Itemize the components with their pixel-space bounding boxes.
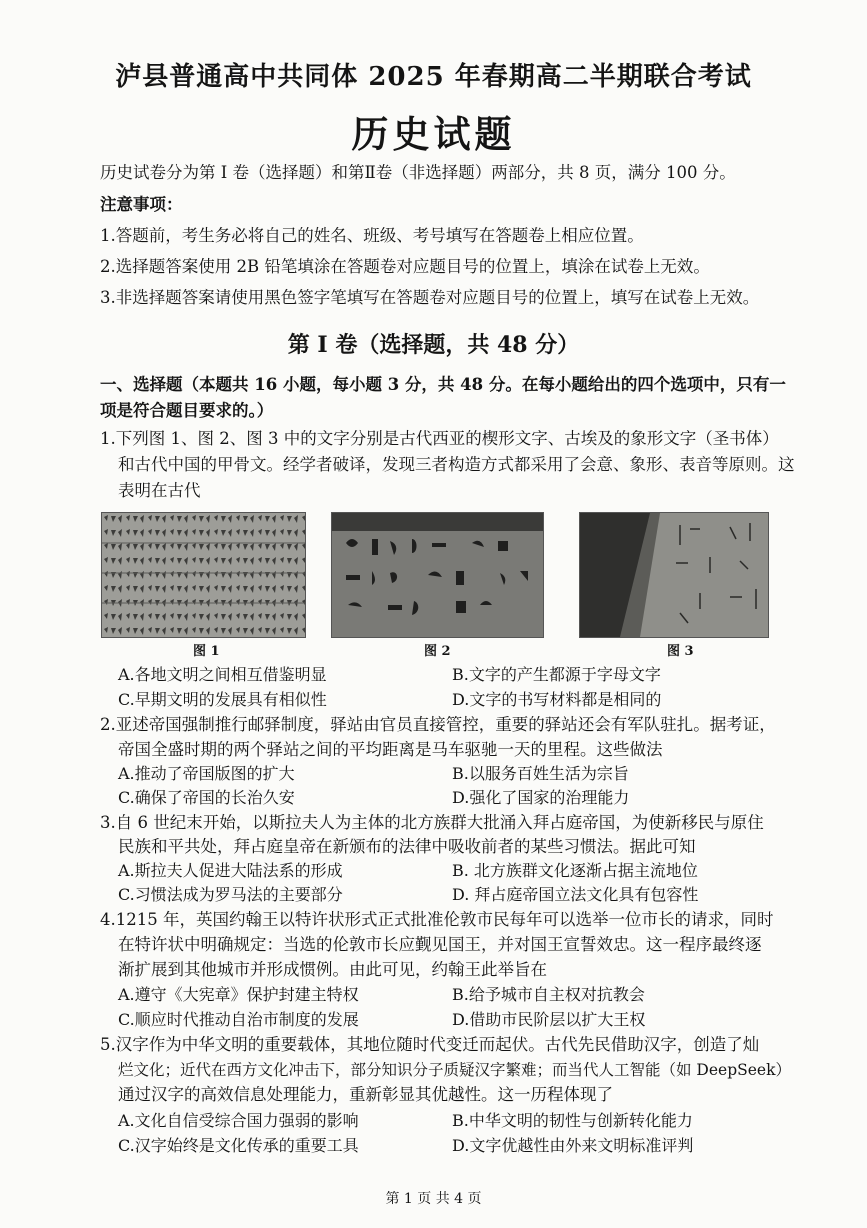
question-stem: 4.1215 年，英国约翰王以特许状形式正式批准伦敦市民每年可以选举一位市长的请求，同时 (100, 910, 774, 929)
note-item: 1.答题前，考生务必将自己的姓名、班级、考号填写在答题卷上相应位置。 (100, 226, 644, 245)
option-b: B.给予城市自主权对抗教会 (452, 985, 645, 1004)
option-a: A.各地文明之间相互借鉴明显 (118, 665, 327, 684)
question-stem: 烂文化；近代在西方文化冲击下，部分知识分子质疑汉字繁难；而当代人工智能（如 DeepSeek） (118, 1061, 791, 1079)
question-stem: 帝国全盛时期的两个驿站之间的平均距离是马车驱驰一天的里程。这些做法 (118, 740, 663, 759)
option-b: B.以服务百姓生活为宗旨 (452, 764, 629, 783)
cuneiform-tablet-image (101, 512, 306, 638)
section-instruction: 一、选择题（本题共 16 小题，每小题 3 分，共 48 分。在每小题给出的四个选项中，只有一 (100, 375, 786, 394)
option-c: C.确保了帝国的长治久安 (118, 788, 295, 807)
hieroglyph-stone-image (331, 512, 544, 638)
oracle-bone-image (579, 512, 769, 638)
option-c: C.早期文明的发展具有相似性 (118, 690, 327, 709)
option-c: C.汉字始终是文化传承的重要工具 (118, 1136, 359, 1155)
option-a: A.遵守《大宪章》保护封建主特权 (118, 985, 359, 1004)
option-d: D.强化了国家的治理能力 (452, 788, 630, 807)
option-d: D.借助市民阶层以扩大王权 (452, 1010, 646, 1029)
option-a: A.推动了帝国版图的扩大 (118, 764, 295, 783)
section-title: 第 I 卷（选择题，共 48 分） (287, 332, 580, 358)
question-stem: 表明在古代 (118, 481, 201, 500)
option-c: C.顺应时代推动自治市制度的发展 (118, 1010, 359, 1029)
page-footer: 第 1 页 共 4 页 (385, 1191, 482, 1207)
question-stem: 3.自 6 世纪末开始，以斯拉夫人为主体的北方族群大批涌入拜占庭帝国，为使新移民与原住 (100, 813, 764, 832)
option-d: D.文字优越性由外来文明标准评判 (452, 1136, 694, 1155)
note-item: 3.非选择题答案请使用黑色签字笔填写在答题卷对应题目号的位置上，填写在试卷上无效。 (100, 288, 760, 307)
option-b: B.文字的产生都源于字母文字 (452, 665, 661, 684)
exam-title: 泸县普通高中共同体 2025 年春期高二半期联合考试 (115, 62, 752, 92)
question-stem: 1.下列图 1、图 2、图 3 中的文字分别是古代西亚的楔形文字、古埃及的象形文字（圣书体） (100, 429, 779, 448)
option-d: D. 拜占庭帝国立法文化具有包容性 (452, 885, 699, 904)
exam-description: 历史试卷分为第 I 卷（选择题）和第Ⅱ卷（非选择题）两部分，共 8 页，满分 100 分。 (100, 163, 736, 182)
question-stem: 和古代中国的甲骨文。经学者破译，发现三者构造方式都采用了会意、象形、表音等原则。这 (118, 455, 795, 474)
figure-label: 图 2 (424, 644, 451, 659)
figure-label: 图 3 (667, 644, 694, 659)
option-a: A.文化自信受综合国力强弱的影响 (118, 1111, 359, 1130)
note-item: 2.选择题答案使用 2B 铅笔填涂在答题卷对应题目号的位置上，填涂在试卷上无效。 (100, 257, 710, 276)
question-stem: 5.汉字作为中华文明的重要载体，其地位随时代变迁而起伏。古代先民借助汉字，创造了灿 (100, 1035, 760, 1054)
section-instruction: 项是符合题目要求的。） (100, 401, 274, 420)
question-stem: 在特许状中明确规定：当选的伦敦市长应觐见国王，并对国王宣誓效忠。这一程序最终逐 (118, 935, 762, 954)
notes-title: 注意事项： (100, 195, 183, 214)
option-c: C.习惯法成为罗马法的主要部分 (118, 885, 343, 904)
option-b: B.中华文明的韧性与创新转化能力 (452, 1111, 693, 1130)
question-stem: 通过汉字的高效信息处理能力，重新彰显其优越性。这一历程体现了 (118, 1085, 613, 1104)
question-stem: 渐扩展到其他城市并形成惯例。由此可见，约翰王此举旨在 (118, 960, 547, 979)
question-stem: 2.亚述帝国强制推行邮驿制度，驿站由官员直接管控，重要的驿站还会有军队驻扎。据考证， (100, 715, 776, 734)
question-stem: 民族和平共处，拜占庭皇帝在新颁布的法律中吸收前者的某些习惯法。据此可知 (118, 837, 696, 856)
figure-label: 图 1 (193, 644, 220, 659)
option-b: B. 北方族群文化逐渐占据主流地位 (452, 861, 698, 880)
option-a: A.斯拉夫人促进大陆法系的形成 (118, 861, 343, 880)
subject-title: 历史试题 (351, 112, 516, 156)
option-d: D.文字的书写材料都是相同的 (452, 690, 662, 709)
